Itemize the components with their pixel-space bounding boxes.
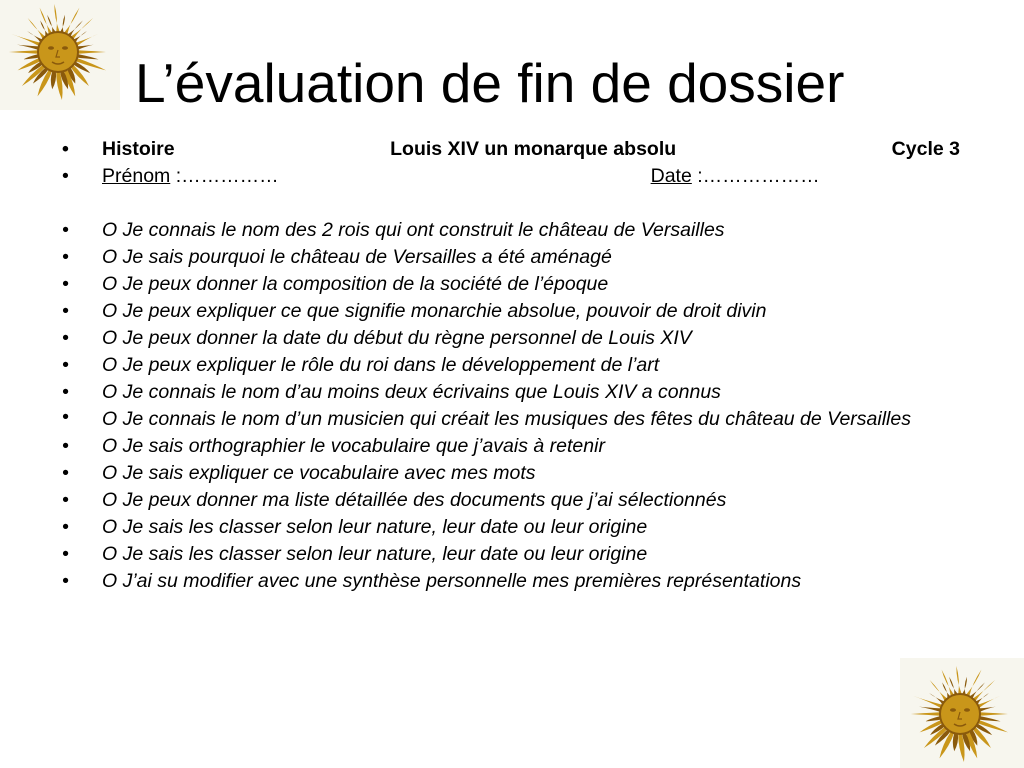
- bullet: •: [62, 381, 69, 403]
- sun-ray: [978, 696, 1001, 708]
- checklist-item-text: O Je sais pourquoi le château de Versailles a été aménagé: [102, 246, 612, 268]
- sun-ray: [28, 18, 45, 39]
- sun-ray: [77, 45, 93, 50]
- checklist-item-text: O Je sais les classer selon leur nature, leur date ou leur origine: [102, 543, 648, 565]
- subject-label: Histoire: [102, 138, 175, 160]
- sun-ray: [913, 696, 943, 708]
- first-name-dots: :……………: [170, 165, 279, 187]
- sun-king-icon: [0, 0, 120, 110]
- checklist-item-text: O Je peux expliquer le rôle du roi dans le développement de l’art: [102, 354, 660, 376]
- bullet: •: [62, 138, 69, 160]
- checklist-item-text: O J’ai su modifier avec une synthèse personnelle mes premières représentations: [102, 570, 802, 592]
- checklist-item: [62, 514, 982, 541]
- sun-ray: [54, 4, 59, 32]
- checklist-item-text: O Je sais orthographier le vocabulaire que j’avais à retenir: [102, 435, 605, 457]
- date-field: [651, 163, 820, 190]
- sun-emblem-graphic: [900, 658, 1024, 768]
- bullet: •: [62, 406, 69, 428]
- page-title: L’évaluation de fin de dossier: [135, 52, 845, 114]
- sun-ray: [64, 8, 79, 35]
- checklist-item: [62, 244, 982, 271]
- sun-ray: [962, 677, 967, 695]
- checklist-item-text: O Je connais le nom d’au moins deux écrivains que Louis XIV a connus: [102, 381, 721, 403]
- checklist-item-text: O Je connais le nom des 2 rois qui ont construit le château de Versailles: [102, 219, 725, 241]
- bullet: •: [62, 543, 69, 565]
- date-dots: :………………: [691, 165, 820, 187]
- bullet: •: [62, 435, 69, 457]
- checklist-item: [62, 271, 982, 298]
- sun-ray: [23, 54, 38, 59]
- sun-ray: [966, 670, 981, 697]
- sun-ray: [76, 34, 99, 46]
- date-label: Date: [650, 165, 692, 187]
- evaluation-list: [62, 136, 982, 595]
- sun-ray: [78, 50, 106, 54]
- topic-label: Louis XIV un monarque absolu: [390, 138, 677, 160]
- checklist: [62, 217, 982, 595]
- sun-ray: [51, 71, 56, 89]
- checklist-item: [62, 352, 982, 379]
- sun-eye: [964, 708, 970, 712]
- sun-ray: [60, 15, 65, 33]
- sun-ray: [9, 50, 38, 54]
- checklist-item-text: O Je sais expliquer ce vocabulaire avec mes mots: [102, 462, 536, 484]
- bullet: •: [62, 570, 69, 592]
- bullet: •: [62, 489, 69, 511]
- sun-ray: [979, 707, 995, 712]
- sun-ray: [956, 666, 961, 694]
- checklist-item-text: O Je connais le nom d’un musicien qui créait les musiques des fêtes du château de Versailles: [102, 408, 911, 430]
- bullet: •: [62, 165, 69, 187]
- first-name-field: [102, 163, 279, 190]
- checklist-item: [62, 325, 982, 352]
- checklist-item-text: O Je sais les classer selon leur nature, leur date ou leur origine: [102, 516, 648, 538]
- sun-ray: [980, 712, 1008, 716]
- sun-ray: [953, 733, 958, 751]
- sun-ray: [925, 716, 940, 721]
- level-label: Cycle 3: [891, 138, 960, 160]
- checklist-item-text: O Je peux expliquer ce que signifie monarchie absolue, pouvoir de droit divin: [102, 300, 767, 322]
- sun-ray: [979, 716, 1000, 721]
- sun-king-icon: [900, 658, 1024, 768]
- sun-emblem-graphic: [0, 0, 120, 110]
- sun-ray: [17, 45, 39, 50]
- name-date-line: [62, 163, 982, 190]
- sun-eye: [48, 46, 54, 50]
- checklist-item: [62, 217, 982, 244]
- sun-ray: [911, 712, 940, 716]
- checklist-item: [62, 298, 982, 325]
- spacer: [62, 190, 982, 217]
- checklist-item-text: O Je peux donner ma liste détaillée des documents que j’ai sélectionnés: [102, 489, 727, 511]
- sun-ray: [71, 18, 93, 39]
- sun-ray: [919, 707, 941, 712]
- bullet: •: [62, 462, 69, 484]
- bullet: •: [62, 300, 69, 322]
- bullet: •: [62, 273, 69, 295]
- first-name-label: Prénom: [102, 165, 171, 187]
- sun-eye: [950, 708, 956, 712]
- sun-ray: [11, 34, 41, 46]
- checklist-item: [62, 541, 982, 568]
- bullet: •: [62, 246, 69, 268]
- checklist-item-text: O Je peux donner la date du début du règne personnel de Louis XIV: [102, 327, 692, 349]
- bullet: •: [62, 219, 69, 241]
- bullet: •: [62, 516, 69, 538]
- checklist-item: [62, 406, 982, 433]
- sun-eye: [62, 46, 68, 50]
- checklist-item: [62, 487, 982, 514]
- bullet: •: [62, 327, 69, 349]
- checklist-item: [62, 568, 982, 595]
- checklist-item: [62, 460, 982, 487]
- sun-ray: [973, 680, 995, 701]
- checklist-item: [62, 433, 982, 460]
- header-line: [62, 136, 982, 163]
- bullet: •: [62, 354, 69, 376]
- checklist-item-text: O Je peux donner la composition de la société de l’époque: [102, 273, 609, 295]
- sun-ray: [77, 54, 98, 59]
- checklist-item: [62, 379, 982, 406]
- sun-ray: [930, 680, 947, 701]
